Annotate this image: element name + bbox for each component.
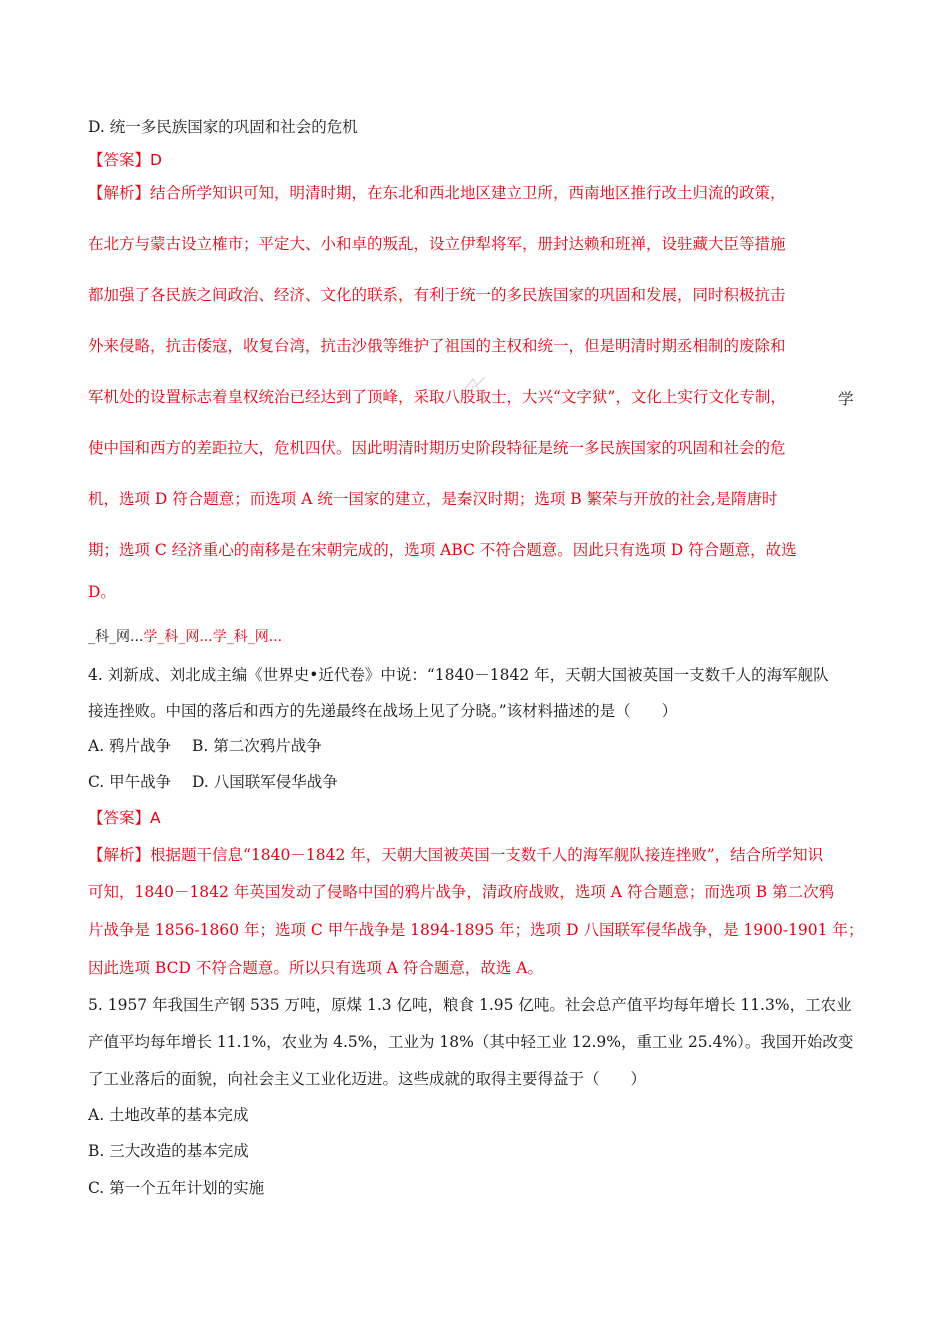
q4-analysis-line-2: 可知，1840－1842 年英国发动了侵略中国的鸦片战争，清政府战败，选项 A 符合题意；而选项 B 第二次鸦: [88, 883, 835, 901]
watermark-black: _科_网...: [88, 629, 144, 645]
q4-option-c: C. 甲午战争: [88, 773, 172, 791]
q4-option-d: D. 八国联军侵华战争: [192, 773, 338, 791]
watermark-logo-icon: [463, 375, 487, 395]
answer-tag: 【答案】: [88, 809, 151, 827]
stray-character: 学: [838, 390, 854, 408]
q3-analysis-line-4: 外来侵略，抗击倭寇，收复台湾，抗击沙俄等维护了祖国的主权和统一，但是明清时期丞相制的废除和: [88, 337, 786, 355]
q5-option-b: B. 三大改造的基本完成: [88, 1142, 249, 1160]
q5-stem-line-1: 5. 1957 年我国生产钢 535 万吨，原煤 1.3 亿吨，粮食 1.95 亿吨。社会总产值平均每年增长 11.3%，工农业: [88, 996, 852, 1014]
q4-analysis-line-1: [88, 845, 823, 865]
q3-option-d: D. 统一多民族国家的巩固和社会的危机: [88, 118, 358, 136]
watermark-red: 学_科_网...学_科_网...: [143, 629, 283, 645]
analysis-text: 结合所学知识可知，明清时期，在东北和西北地区建立卫所，西南地区推行改土归流的政策，: [150, 184, 786, 202]
answer-value: A: [150, 809, 161, 827]
answer-value: D: [150, 151, 162, 169]
q4-option-a: A. 鸦片战争: [88, 737, 172, 755]
q3-analysis-line-1: [88, 183, 786, 203]
q3-analysis-line-3: 都加强了各民族之间政治、经济、文化的联系，有利于统一的多民族国家的巩固和发展，同时积极抗击: [88, 286, 786, 304]
q4-analysis-line-4: 因此选项 BCD 不符合题意。所以只有选项 A 符合题意，故选 A。: [88, 959, 543, 977]
watermark-text: [88, 627, 282, 647]
q5-option-a: A. 土地改革的基本完成: [88, 1106, 249, 1124]
analysis-tag: 【解析】: [88, 846, 151, 864]
q4-stem-line-1: 4. 刘新成、刘北成主编《世界史•近代卷》中说：“1840－1842 年，天朝大国被英国一支数千人的海军舰队: [88, 666, 829, 684]
q3-answer: [88, 150, 162, 170]
q3-analysis-line-6: 使中国和西方的差距拉大，危机四伏。因此明清时期历史阶段特征是统一多民族国家的巩固和社会的危: [88, 439, 786, 457]
q3-analysis-line-5: 军机处的设置标志着皇权统治已经达到了顶峰，采取八股取士，大兴“文字狱”，文化上实行文化专制，: [88, 388, 786, 406]
q3-analysis-line-7: 机，选项 D 符合题意；而选项 A 统一国家的建立，是秦汉时期；选项 B 繁荣与开放的社会,是隋唐时: [88, 490, 778, 508]
q3-analysis-line-9: D。: [88, 583, 116, 601]
analysis-text: 根据题干信息“1840－1842 年，天朝大国被英国一支数千人的海军舰队接连挫败”，结合所学知识: [150, 846, 824, 864]
analysis-tag: 【解析】: [88, 184, 151, 202]
q5-stem-line-3: 了工业落后的面貌，向社会主义工业化迈进。这些成就的取得主要得益于（ ）: [88, 1070, 647, 1088]
q4-analysis-line-3: 片战争是 1856-1860 年；选项 C 甲午战争是 1894-1895 年；选项 D 八国联军侵华战争，是 1900-1901 年；: [88, 921, 864, 939]
q5-stem-line-2: 产值平均每年增长 11.1%，农业为 4.5%，工业为 18%（其中轻工业 12.9%，重工业 25.4%）。我国开始改变: [88, 1033, 854, 1051]
q3-analysis-line-2: 在北方与蒙古设立榷市；平定大、小和卓的叛乱，设立伊犁将军，册封达赖和班禅，设驻藏大臣等措施: [88, 235, 786, 253]
q4-answer: [88, 808, 161, 828]
answer-tag: 【答案】: [88, 151, 151, 169]
q5-option-c: C. 第一个五年计划的实施: [88, 1179, 265, 1197]
q4-option-b: B. 第二次鸦片战争: [192, 737, 322, 755]
q3-analysis-line-8: 期；选项 C 经济重心的南移是在宋朝完成的，选项 ABC 不符合题意。因此只有选项 D 符合题意，故选: [88, 541, 797, 559]
q4-stem-line-2: 接连挫败。中国的落后和西方的先递最终在战场上见了分晓。”该材料描述的是（ ）: [88, 702, 678, 720]
